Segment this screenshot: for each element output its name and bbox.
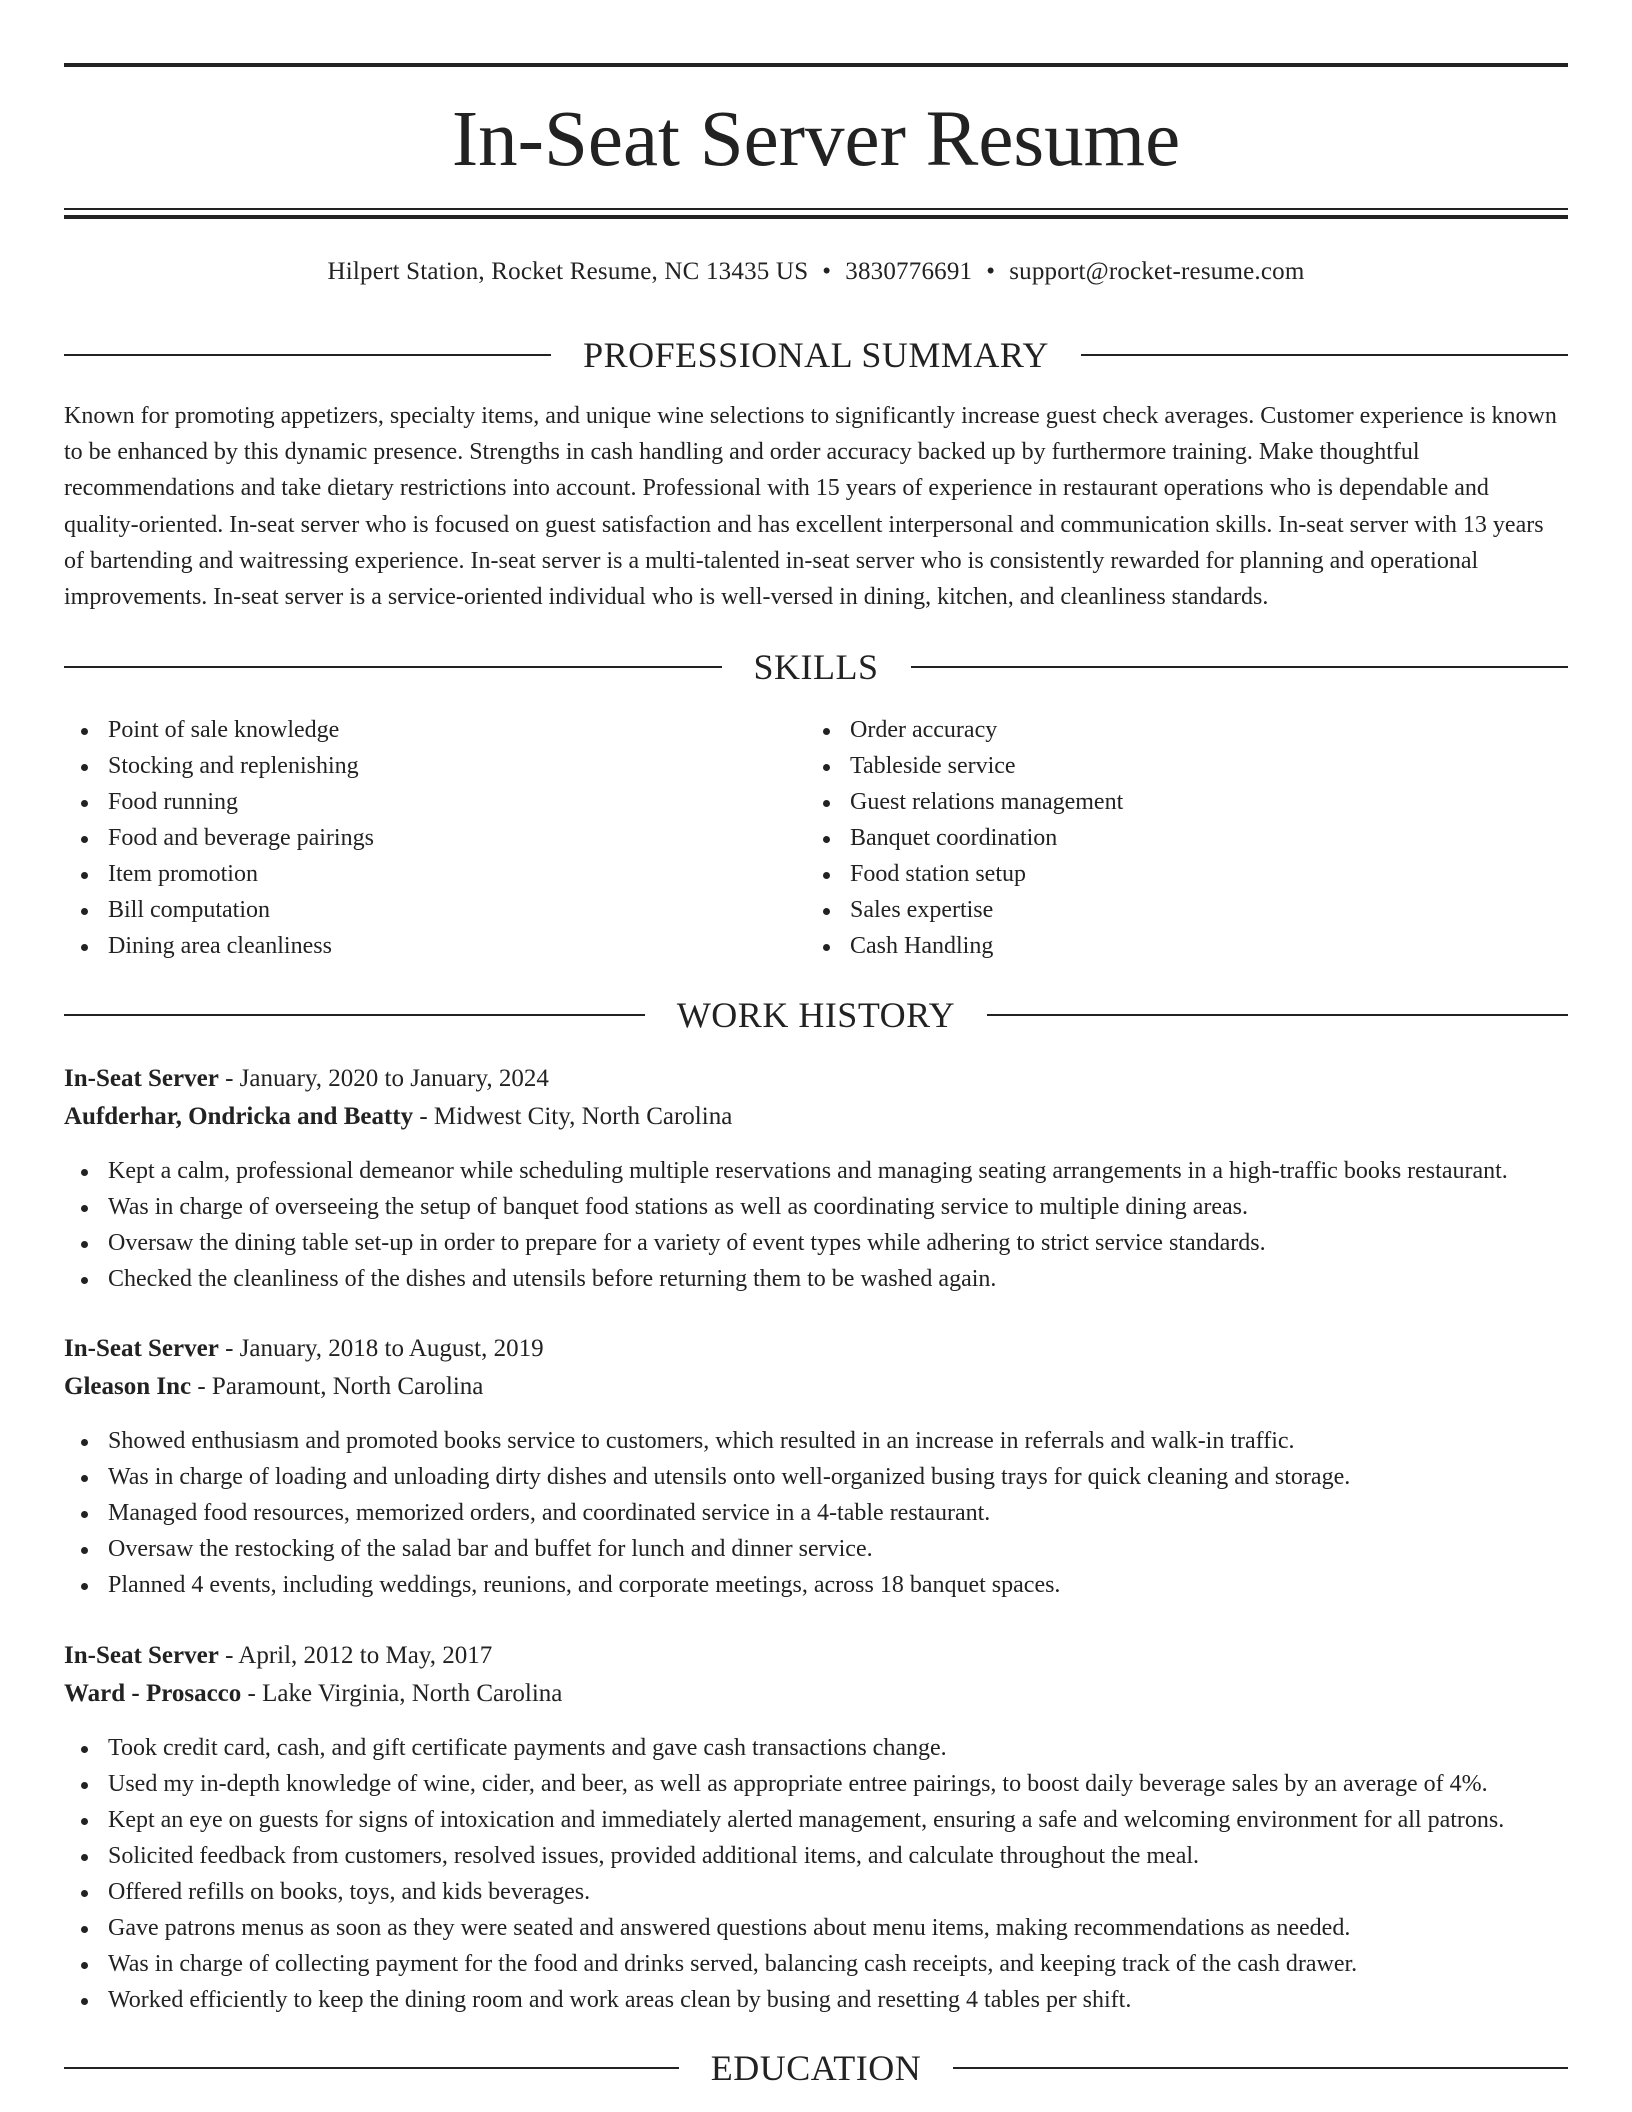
skill-item: Guest relations management <box>806 784 1548 820</box>
summary-paragraph: Known for promoting appetizers, specialty items, and unique wine selections to significantly increase guest check averages. Customer experience is known to be enhanced by this dynamic presence. Strengths in cash handling and order accuracy backed up by furthermore training. Make thoughtful recommendations and take dietary restrictions into account. Professional with 15 years of experience in restaurant operations who is dependable and quality-oriented. In-seat server who is focused on guest satisfaction and has excellent interpersonal and communication skills. In-seat server with 13 years of bartending and waitressing experience. In-seat server is a multi-talented in-seat server who is consistently rewarded for planning and operational improvements. In-seat server is a service-oriented individual who is well-versed in dining, kitchen, and cleanliness standards. <box>64 403 1557 611</box>
job-bullets <box>64 1423 1568 1603</box>
skill-item: Tableside service <box>806 748 1548 784</box>
skill-item: Item promotion <box>64 856 806 892</box>
job-entry <box>64 1060 1568 1297</box>
section-heading-education <box>64 2046 1568 2090</box>
skills-column-left <box>64 712 806 964</box>
skill-item: Cash Handling <box>806 928 1548 964</box>
job-bullet: Was in charge of loading and unloading dirty dishes and utensils onto well-organized busing trays for quick cleaning and storage. <box>64 1459 1568 1495</box>
heading-rule <box>64 354 551 356</box>
job-company: Aufderhar, Ondricka and Beatty <box>64 1103 414 1130</box>
title-rule-thin <box>64 208 1568 210</box>
job-bullet: Gave patrons menus as soon as they were seated and answered questions about menu items, making recommendations as needed. <box>64 1910 1568 1946</box>
job-company: Ward - Prosacco <box>64 1680 242 1707</box>
job-bullet: Used my in-depth knowledge of wine, cider, and beer, as well as appropriate entree pairings, to boost daily beverage sales by an average of 4%. <box>64 1766 1568 1802</box>
job-bullet: Oversaw the restocking of the salad bar and buffet for lunch and dinner service. <box>64 1531 1568 1567</box>
skill-item: Bill computation <box>64 892 806 928</box>
section-title: EDUCATION <box>710 2048 922 2088</box>
skill-item: Point of sale knowledge <box>64 712 806 748</box>
job-location: - Paramount, North Carolina <box>191 1373 484 1400</box>
skill-item: Stocking and replenishing <box>64 748 806 784</box>
job-dates: - April, 2012 to May, 2017 <box>218 1642 493 1669</box>
job-bullet: Was in charge of collecting payment for the food and drinks served, balancing cash receipts, and keeping track of the cash drawer. <box>64 1946 1568 1982</box>
job-title: In-Seat Server <box>64 1335 219 1362</box>
job-bullet: Solicited feedback from customers, resolved issues, provided additional items, and calculate throughout the meal. <box>64 1838 1568 1874</box>
skill-item: Food running <box>64 784 806 820</box>
job-location: - Lake Virginia, North Carolina <box>241 1680 563 1707</box>
skill-item: Order accuracy <box>806 712 1548 748</box>
resume-title: In-Seat Server Resume <box>451 96 1181 183</box>
job-bullet: Offered refills on books, toys, and kids beverages. <box>64 1874 1568 1910</box>
heading-rule <box>911 666 1569 668</box>
section-heading-work-history <box>64 993 1568 1037</box>
job-location: - Midwest City, North Carolina <box>413 1103 733 1130</box>
contact-phone: 3830776691 <box>845 258 973 285</box>
job-role-line <box>64 1637 1568 1675</box>
job-company-line <box>64 1675 1568 1713</box>
job-dates: - January, 2020 to January, 2024 <box>218 1065 549 1092</box>
job-entry <box>64 1330 1568 1603</box>
job-role-line <box>64 1060 1568 1098</box>
job-bullet: Kept a calm, professional demeanor while scheduling multiple reservations and managing seating arrangements in a high-traffic books restaurant. <box>64 1153 1568 1189</box>
skill-item: Food station setup <box>806 856 1548 892</box>
contact-email: support@rocket-resume.com <box>1009 258 1305 285</box>
contact-separator: • <box>822 258 832 285</box>
job-bullet: Worked efficiently to keep the dining room and work areas clean by busing and resetting 4 tables per shift. <box>64 1982 1568 2018</box>
contact-line <box>64 255 1568 289</box>
job-bullet: Was in charge of overseeing the setup of banquet food stations as well as coordinating service to multiple dining areas. <box>64 1189 1568 1225</box>
skills-column-right <box>806 712 1548 964</box>
skill-item: Sales expertise <box>806 892 1548 928</box>
job-entry <box>64 1637 1568 2018</box>
section-heading-summary <box>64 333 1568 377</box>
job-company: Gleason Inc <box>64 1373 192 1400</box>
heading-rule <box>987 1014 1568 1016</box>
skill-item: Banquet coordination <box>806 820 1548 856</box>
section-heading-skills <box>64 645 1568 689</box>
heading-rule <box>953 2067 1568 2069</box>
job-dates: - January, 2018 to August, 2019 <box>218 1335 544 1362</box>
job-bullet: Showed enthusiasm and promoted books service to customers, which resulted in an increase in referrals and walk-in traffic. <box>64 1423 1568 1459</box>
job-title: In-Seat Server <box>64 1065 219 1092</box>
job-bullet: Planned 4 events, including weddings, reunions, and corporate meetings, across 18 banquet spaces. <box>64 1567 1568 1603</box>
heading-rule <box>64 666 722 668</box>
heading-rule <box>1081 354 1568 356</box>
skills-list <box>64 712 1568 964</box>
job-bullet: Oversaw the dining table set-up in order to prepare for a variety of event types while adhering to strict service standards. <box>64 1225 1568 1261</box>
job-bullet: Kept an eye on guests for signs of intoxication and immediately alerted management, ensuring a safe and welcoming environment for all patrons. <box>64 1802 1568 1838</box>
contact-address: Hilpert Station, Rocket Resume, NC 13435 US <box>327 258 809 285</box>
job-bullets <box>64 1730 1568 2018</box>
heading-rule <box>64 1014 645 1016</box>
job-role-line <box>64 1330 1568 1368</box>
job-bullet: Managed food resources, memorized orders, and coordinated service in a 4-table restaurant. <box>64 1495 1568 1531</box>
title-rule-thick <box>64 215 1568 219</box>
skill-item: Dining area cleanliness <box>64 928 806 964</box>
section-title: PROFESSIONAL SUMMARY <box>583 335 1049 375</box>
section-title: SKILLS <box>753 647 879 687</box>
job-bullet: Took credit card, cash, and gift certificate payments and gave cash transactions change. <box>64 1730 1568 1766</box>
job-title: In-Seat Server <box>64 1642 219 1669</box>
heading-rule <box>64 2067 679 2069</box>
contact-separator: • <box>986 258 996 285</box>
job-company-line <box>64 1098 1568 1136</box>
top-rule <box>64 63 1568 67</box>
section-title: WORK HISTORY <box>676 995 956 1035</box>
skill-item: Food and beverage pairings <box>64 820 806 856</box>
job-bullets <box>64 1153 1568 1297</box>
job-company-line <box>64 1368 1568 1406</box>
job-bullet: Checked the cleanliness of the dishes and utensils before returning them to be washed again. <box>64 1261 1568 1297</box>
